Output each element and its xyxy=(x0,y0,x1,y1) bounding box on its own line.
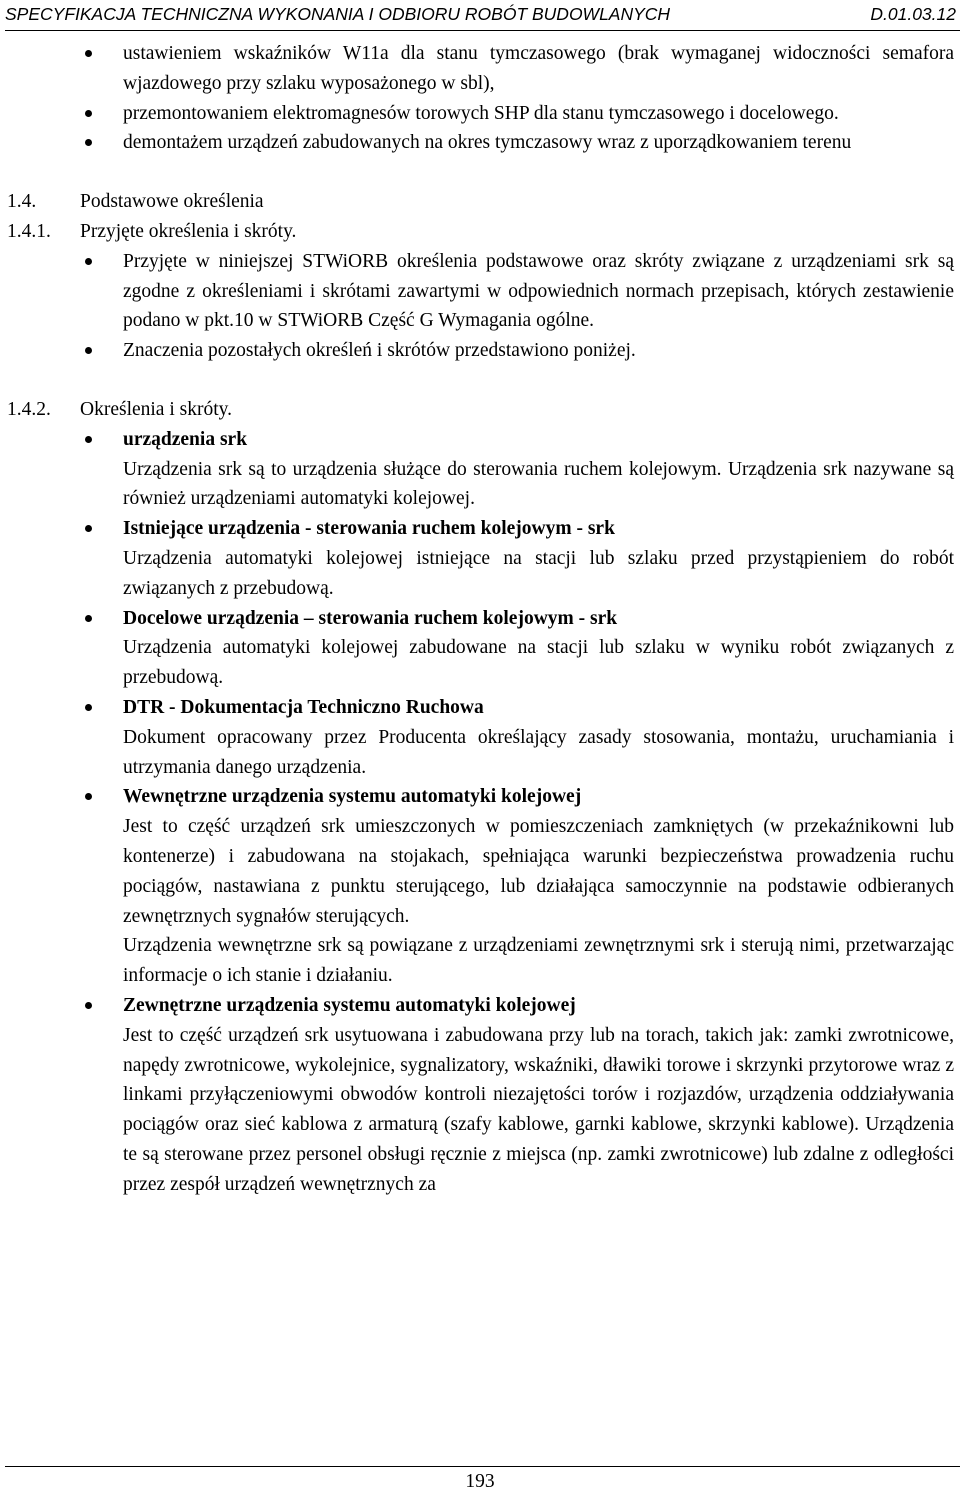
section-number: 1.4.2. xyxy=(7,398,51,420)
section-heading-1-4-2 xyxy=(7,395,960,425)
definition-term: Zewnętrzne urządzenia systemu automatyki kolejowej xyxy=(123,994,576,1016)
spacer xyxy=(0,158,960,187)
list-item-text: demontażem urządzeń zabudowanych na okres tymczasowy wraz z uporządkowaniem terenu xyxy=(123,132,852,154)
spacer xyxy=(0,366,960,395)
list-item xyxy=(123,39,954,99)
section-number: 1.4.1. xyxy=(7,220,51,242)
list-item-text: przemontowaniem elektromagnesów torowych SHP dla stanu tymczasowego i docelowego. xyxy=(123,102,839,124)
definition-item xyxy=(123,604,954,693)
definition-text: Jest to część urządzeń srk umieszczonych w pomieszczeniach zamkniętych (w przekaźnikowni lub kontenerze) i zabudowana na stojakach, spełniająca warunki bezpieczeństwa prowadzenia ruchu pociągów, nastawiana z punktu sterującego, lub działająca samoczynnie na podstawie odbieranych zewnętrznych sygnałów sterujących. xyxy=(123,816,954,927)
section-title: Podstawowe określenia xyxy=(80,191,264,213)
list-item-text: Znaczenia pozostałych określeń i skrótów przedstawiono poniżej. xyxy=(123,340,636,362)
section-title: Określenia i skróty. xyxy=(80,398,232,420)
page-number: 193 xyxy=(465,1471,495,1492)
definition-item xyxy=(123,693,954,782)
definition-term: urządzenia srk xyxy=(123,428,248,450)
definition-term: Wewnętrzne urządzenia systemu automatyki kolejowej xyxy=(123,786,582,808)
header-title: SPECYFIKACJA TECHNICZNA WYKONANIA I ODBIORU ROBÓT BUDOWLANYCH xyxy=(5,4,671,24)
definition-term: Docelowe urządzenia – sterowania ruchem kolejowym - srk xyxy=(123,607,618,629)
definition-item xyxy=(123,425,954,514)
definition-text: Urządzenia srk są to urządzenia służące do sterowania ruchem kolejowym. Urządzenia srk nazywane są również urządzeniami automatyki kolejowej. xyxy=(123,458,954,510)
definition-term: Istniejące urządzenia - sterowania ruchem kolejowym - srk xyxy=(123,518,615,540)
definition-item xyxy=(123,782,954,991)
list-item xyxy=(123,99,954,129)
section-heading-1-4-1 xyxy=(7,217,960,247)
definition-text: Jest to część urządzeń srk usytuowana i zabudowana przy lub na torach, takich jak: zamki zwrotnicowe, napędy zwrotnicowe, wykolejnice, sygnalizatory, wskaźniki, dławiki torowe i skrzynki przytorowe wraz z linkami przyłączeniowymi obwodów kontroli niezajętości torów i rozjazdów, urządzenia oddziaływania pociągów oraz sieć kablowa z armaturą (szafy kablowe, garnki kablowe, skrzynki kablowe). Urządzenia te są sterowane przez personel obsługi ręcznie z miejsca (np. zamki zwrotnicowe) lub zdalne z odległości przez zespół urządzeń wewnętrznych za xyxy=(123,1024,954,1195)
page-content xyxy=(0,39,960,1199)
header-code: D.01.03.12 xyxy=(870,4,956,24)
section-heading-1-4 xyxy=(7,187,960,217)
definition-term: DTR - Dokumentacja Techniczno Ruchowa xyxy=(123,696,484,718)
list-item xyxy=(123,247,954,336)
section-title: Przyjęte określenia i skróty. xyxy=(80,220,297,242)
list-item-text: ustawieniem wskaźników W11a dla stanu tymczasowego (brak wymaganej widoczności semafora wjazdowego przy szlaku wyposażonego w sbl), xyxy=(123,43,954,94)
definition-item xyxy=(123,514,954,603)
footer-divider xyxy=(5,1466,960,1467)
list-item xyxy=(123,128,954,158)
definition-text: Urządzenia automatyki kolejowej zabudowane na stacji lub szlaku w wyniku robót związanych z przebudową. xyxy=(123,637,954,689)
page-header xyxy=(5,0,960,31)
definition-item xyxy=(123,991,954,1200)
section-number: 1.4. xyxy=(7,191,37,213)
definition-text: Urządzenia automatyki kolejowej istniejące na stacji lub szlaku przed przystąpieniem do robót związanych z przebudową. xyxy=(123,547,954,599)
list-item-text: Przyjęte w niniejszej STWiORB określenia podstawowe oraz skróty związane z urządzeniami srk są zgodne z określeniami i skrótami zawartymi w odpowiednich normach przepisach, których zestawienie podano w pkt.10 w STWiORB Część G Wymagania ogólne. xyxy=(123,250,954,332)
definition-text: Dokument opracowany przez Producenta określający zasady stosowania, montażu, uruchamiania i utrzymania danego urządzenia. xyxy=(123,726,954,778)
list-item xyxy=(123,336,954,366)
definition-text: Urządzenia wewnętrzne srk są powiązane z urządzeniami zewnętrznymi srk i sterują nimi, przetwarzając informacje o ich stanie i działaniu. xyxy=(123,935,954,987)
